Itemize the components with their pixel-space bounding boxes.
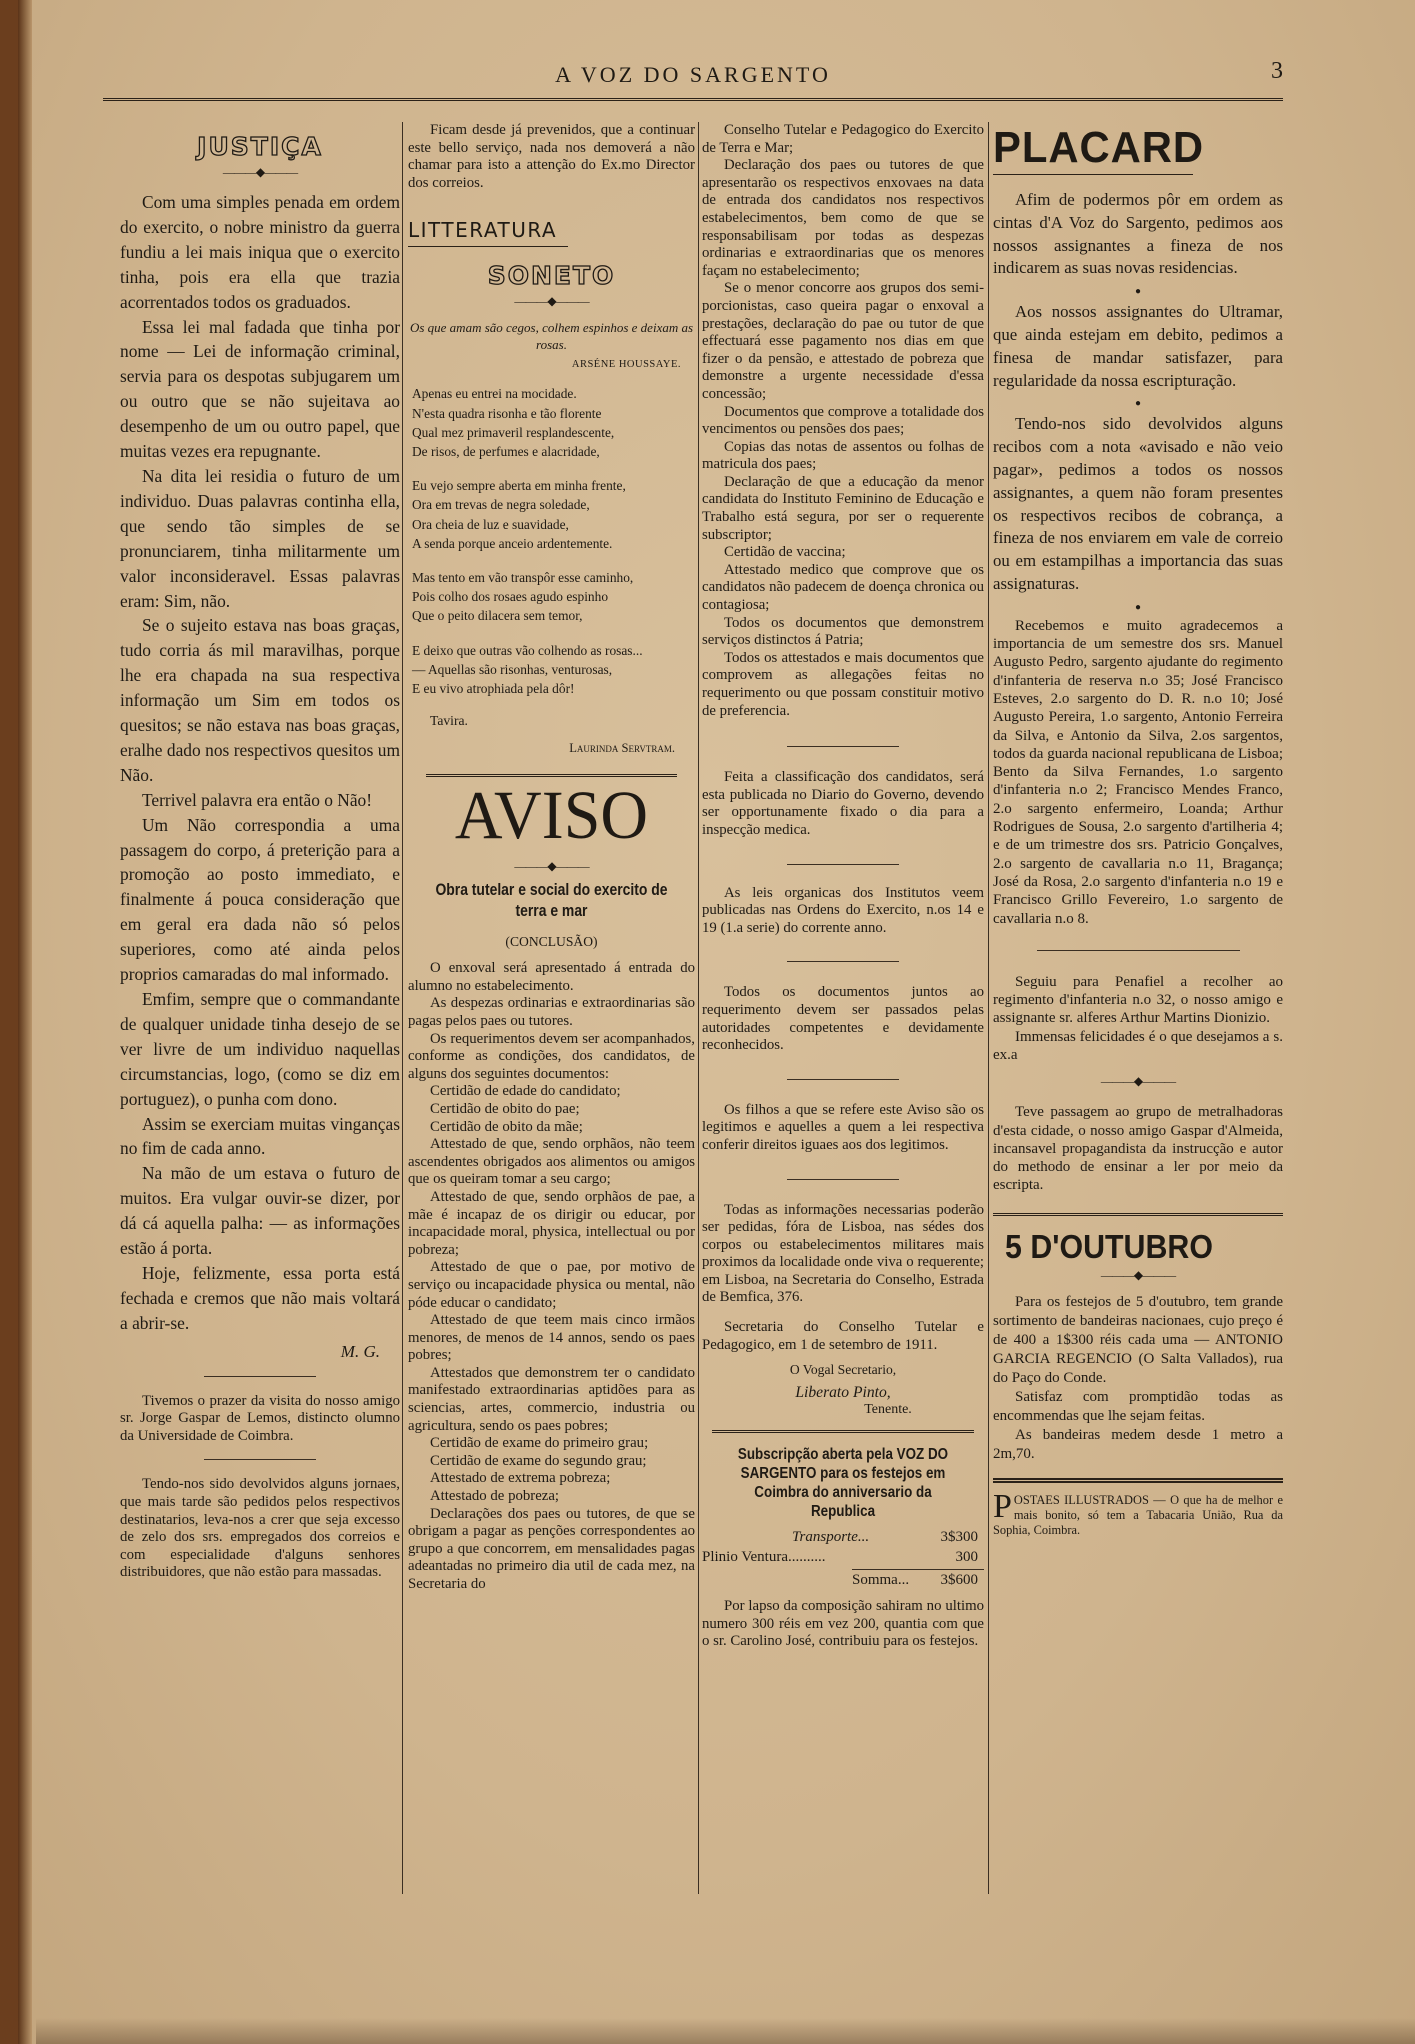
aviso-paragraph: Declaração de que a educação da menor candidata do Instituto Feminino de Educação e Trabalho está segura, por ser o requerente subscriptor; (702, 473, 984, 543)
aviso-paragraph: Attestado de que teem mais cinco irmãos menores, de menos de 14 annos, sendo os paes pobres; (408, 1312, 695, 1364)
verse: De risos, de perfumes e alacridade, (412, 443, 600, 459)
verse: — Aquellas são risonhas, venturosas, (412, 661, 613, 677)
aviso-title: AVISO (454, 777, 649, 855)
aviso-paragraph: Attestado de extrema pobreza; (430, 1470, 611, 1487)
transporte-value: 3$300 (940, 1529, 978, 1546)
aviso-paragraph: Se o menor concorre aos grupos dos semi-porcionistas, caso queira pagar o enxoval a prestações, declaração do pae ou tutor de que effectuará esse pagamento nos dias em que fizer o da pensão, e attestado de pobreza que demonstre a urgente necessidade d'essa concessão; (702, 280, 984, 402)
section-litteratura: LITTERATURA (408, 218, 568, 247)
separator (787, 1179, 900, 1180)
column-divider (988, 122, 989, 1894)
outubro-paragraph: Satisfaz com promptidão todas as encommendas que lhe sejam feitas. (993, 1388, 1283, 1424)
aviso-paragraph: Certidão de exame do primeiro grau; (430, 1435, 649, 1452)
verse: Ora em trevas de negra soledade, (412, 497, 590, 513)
aviso-paragraph: Attestado de que, sendo orphãos de pae, a mãe é incapaz de os dirigir ou educar, por incapacidade moral, physica, intellectual ou por pobreza; (408, 1188, 695, 1258)
leis-note: As leis organicas dos Institutos veem publicadas nas Ordens do Exercito, n.os 14 e 19 (1.a serie) do corrente anno. (702, 884, 984, 936)
column-4 (993, 122, 1283, 2004)
stanza (408, 641, 695, 699)
verse: Apenas eu entrei na mocidade. (412, 386, 577, 402)
article-paragraph: Essa lei mal fadada que tinha por nome — Lei de informação criminal, servia para os despotas subjugarem um ou outro que se não sujeitava ao desempenho de um ou outro papel, que muitas vezes era repugnante. (120, 316, 400, 462)
epigraph: Os que amam são cegos, colhem espinhos e deixam as rosas. (409, 320, 694, 353)
aviso-subtitle: Obra tutelar e social do exercito de terra e mar (435, 881, 668, 921)
aviso-paragraph: Declarações dos paes ou tutores, de que se obrigam a pagar as penções correspondentes ao grupo a que concorrem, em mensalidades pagas adeantadas no primeiro dia util de cada mez, na Secretaria do (408, 1505, 695, 1592)
stanza (408, 384, 695, 461)
article-paragraph: Emfim, sempre que o commandante de qualquer unidade tinha desejo de se ver livre de um individuo naquellas circumstancias, logo, (como se diz em portuguez), o punha com dono. (120, 989, 400, 1109)
aviso-conclusion: (CONCLUSÃO) (505, 934, 598, 950)
verse: A senda porque anceio ardentemente. (412, 535, 613, 551)
placard-paragraph: Teve passagem ao grupo de metralhadoras d'esta cidade, o nosso amigo Gaspar d'Almeida, incansavel propagandista da instrucção e autor do methodo de ensinar a ler por meio da escripta. (993, 1104, 1283, 1194)
aviso-paragraph: Os requerimentos devem ser acompanhados, conforme as condições, dos candidatos, de alguns dos seguintes documentos: (408, 1030, 695, 1082)
page-number: 3 (1271, 58, 1283, 84)
visit-note: Tivemos o prazer da visita do nosso amigo sr. Jorge Gaspar de Lemos, distincto olumno da Universidade de Coimbra. (120, 1392, 400, 1444)
subscription-row (702, 1547, 984, 1567)
separator (787, 864, 900, 865)
stanza (408, 476, 695, 553)
article-paragraph: Terrivel palavra era então o Não! (142, 789, 373, 810)
subscription-table (702, 1527, 984, 1590)
star-separator: ● (1134, 601, 1142, 613)
separator (787, 1079, 900, 1080)
aviso-paragraph: Attestado de que o pae, por motivo de serviço ou incapacidade physica ou mental, não póde educar o candidato; (408, 1259, 695, 1311)
verse: Que o peito dilacera sem temor, (412, 608, 583, 624)
separator (993, 1478, 1283, 1483)
classificacao-note: Feita a classificação dos candidatos, será esta publicada no Diario do Governo, devendo ser opportunamente fixado o dia para a inspecção medica. (702, 769, 984, 838)
placard-paragraph: Immensas felicidades é o que desejamos a s. ex.a (993, 1028, 1283, 1063)
placard-paragraph: Aos nossos assignantes do Ultramar, que ainda estejam em debito, pedimos a finesa de mandar satisfazer, para regularidade da nossa escripturação. (993, 302, 1283, 390)
stanza (408, 568, 695, 626)
article-paragraph: Na mão de um estava o futuro de muitos. Era vulgar ouvir-se dizer, por dá cá aquella palha: — as informações estão á porta. (120, 1163, 400, 1259)
aviso-paragraph: Declaração dos paes ou tutores de que apresentarão os respectivos enxovaes na data de entrada dos candidatos nos respectivos estabelecimentos, bem como de que se responsabilisam por todas as despezas ordinarias e extraordinarias que os menores façam no estabelecimento; (702, 157, 984, 279)
aviso-paragraph: Attestado de que, sendo orphãos, não teem ascendentes obrigados aos alimentos ou amigos que os queiram tomar a seu cargo; (408, 1136, 695, 1188)
aviso-paragraph: Conselho Tutelar e Pedagogico do Exercito de Terra e Mar; (702, 122, 984, 156)
vogal-rank: Tenente. (864, 1402, 912, 1418)
article-paragraph: Se o sujeito estava nas boas graças, tudo corria ás mil maravilhas, porque lhe era chapada na sua respectiva informação um Sim em todos os quesitos; se não estava nas boas graças, eralhe dado nos respectivos quesitos um Não. (120, 615, 400, 785)
somma-value: 3$600 (940, 1572, 978, 1589)
verse: E eu vivo atrophiada pela dôr! (412, 681, 575, 697)
lapso-note: Por lapso da composição sahiram no ultimo numero 300 réis em vez 200, quantia com que o sr. Carolino José, contribuiu para os festejos. (702, 1598, 984, 1650)
page-header (103, 58, 1283, 101)
title-underline (993, 174, 1193, 175)
article-paragraph: Com uma simples penada em ordem do exercito, o nobre ministro da guerra fundiu a lei mais iniqua que o exercito tinha, pois era ella que trazia acorrentados todos os graduados. (120, 192, 400, 312)
justica-title: JUSTIÇA (197, 132, 323, 161)
poem-title: SONETO (487, 261, 616, 291)
ornament (120, 165, 400, 180)
aviso-paragraph: O enxoval será apresentado á entrada do alumno no estabelecimento. (408, 960, 695, 994)
aviso-paragraph: As despezas ordinarias e extraordinarias são pagas pelos paes ou tutores. (408, 995, 695, 1029)
vogal-label: O Vogal Secretario, (789, 1362, 897, 1378)
column-2 (408, 122, 695, 2004)
masthead: A VOZ DO SARGENTO (555, 62, 831, 87)
verse: Qual mez primaveril resplandescente, (412, 424, 615, 440)
drop-cap: P (993, 1487, 1012, 1525)
verse: Eu vejo sempre aberta em minha frente, (412, 478, 626, 494)
subscription-total-row (852, 1569, 984, 1590)
poem-author: Laurinda Servtram. (569, 741, 675, 756)
article-paragraph: Na dita lei residia o futuro de um individuo. Duas palavras continha ella, que sendo tão simples de se pronunciarem, tinha militarmente um valor inconsideravel. Essas palavras eram: Sim, não. (120, 465, 400, 611)
aviso-paragraph: Documentos que comprove a totalidade dos vencimentos ou pensões dos paes; (702, 403, 984, 438)
placard-paragraph: Tendo-nos sido devolvidos alguns recibos com a nota «avisado e não veio pagar», pedimos a todos os nossos assignantes, a quem não foram presentes os respectivos recibos de cobrança, a fineza de nos enviarem em vale de correio ou em estampilhas a importancia das suas assignaturas. (993, 414, 1283, 593)
transporte-label: Transporte... (792, 1529, 870, 1546)
aviso-paragraph: Certidão de obito da mãe; (430, 1118, 583, 1135)
article-signature: M. G. (340, 1341, 380, 1361)
binding-edge (18, 0, 32, 2044)
article-paragraph: Hoje, felizmente, essa porta está fechada e cremos que não mais voltará a abrir-se. (120, 1262, 400, 1333)
separator (204, 1376, 316, 1377)
separator (204, 1459, 316, 1460)
verse: Mas tento em vão transpôr esse caminho, (412, 570, 634, 585)
plinio-value: 300 (955, 1549, 978, 1566)
documentos-note: Todos os documentos juntos ao requerimento devem ser passados pelas autoridades competentes e devidamente reconhecidos. (702, 984, 984, 1054)
star-separator: ● (1134, 286, 1142, 298)
aviso-paragraph: Certidão de vaccina; (724, 544, 846, 561)
epigraph-author: ARSÉNE HOUSSAYE. (571, 359, 681, 371)
postaes-text: OSTAES ILLUSTRADOS — O que ha de melhor e mais bonito, só tem a Tabacaria União, Rua da Sophia, Coimbra. (993, 1492, 1283, 1537)
aviso-continued (702, 122, 984, 720)
separator (993, 1213, 1283, 1216)
aviso-paragraph: Copias das notas de assentos ou folhas de matricula dos paes; (702, 438, 984, 473)
vogal-name: Liberato Pinto, (795, 1384, 891, 1402)
postaes-advert (993, 1487, 1283, 1538)
filhos-note: Os filhos a que se refere este Aviso são os legitimos e aquelles a quem a lei respectiva conferir direitos iguaes aos dos legitimos. (702, 1101, 984, 1153)
column-divider (698, 122, 699, 1894)
aviso-paragraph: Certidão de edade do candidato; (430, 1083, 621, 1100)
placard-title: PLACARD (993, 123, 1205, 172)
newspaper-page (18, 0, 1415, 2044)
ornament (408, 859, 695, 874)
separator (1037, 950, 1240, 951)
outubro-paragraph: Para os festejos de 5 d'outubro, tem grande sortimento de bandeiras nacionaes, cujo preço é de 400 a 1$300 réis cada uma — ANTONIO GARCIA REGENCIO (O Salta Vallados), rua do Paço do Conde. (993, 1293, 1283, 1386)
sonnet (408, 384, 695, 698)
column-1 (120, 122, 400, 2004)
column-3 (702, 122, 984, 2004)
separator (712, 1430, 974, 1433)
placard-paragraph: Afim de podermos pôr em ordem as cintas d'A Voz do Sargento, pedimos aos nossos assignantes a fineza de nos indicarem as suas novas residencias. (993, 190, 1283, 278)
plinio-label: Plinio Ventura.......... (702, 1549, 826, 1566)
aviso-paragraph: Todos os documentos que demonstrem serviços distinctos á Patria; (702, 614, 984, 649)
verse: Ora cheia de luz e suavidade, (412, 516, 569, 532)
poem-place: Tavira. (430, 713, 468, 729)
ornament (993, 1268, 1283, 1283)
outubro-paragraph: As bandeiras medem desde 1 metro a 2m,70. (993, 1426, 1283, 1462)
aviso-paragraph: Attestados que demonstrem ter o candidato manifestado extraordinarias aptidões para as sciencias, artes, commercio, industria ou agricultura, sendo os paes pobres; (408, 1364, 695, 1434)
star-separator: ● (1134, 398, 1142, 410)
somma-label: Somma... (852, 1572, 910, 1589)
article-paragraph: Um Não correspondia a uma passagem do corpo, á preterição para a promoção ao posto immediato, e finalmente á pouca consideração que em geral era dada não só pelos superiores, como até ainda pelos proprios camaradas do mal informado. (120, 814, 400, 985)
placard-paragraph: Recebemos e muito agradecemos a importancia de um semestre dos srs. Manuel Augusto Pedro, sargento ajudante do regimento d'infanteria de reserva n.o 35; José Francisco Esteves, 2.o sargento do D. R. n.o 10; José Augusto Pereira, 1.o sargento, Antonio Ferreira da Silva, e Antonio da Silva, 2.os sargentos, todos da guarda nacional republicana de Lisboa; Bento da Silva Fernandes, 1.o sargento d'infanteria n.o 2; Francisco Mendes Franco, 2.o sargento enfermeiro, Loanda; Arthur Rodrigues de Sousa, 2.o sargento d'artilheria 4; e de um trimestre dos srs. Patricio Gonçalves, 2.o sargento de cavallaria n.o 11, Bragança; José da Rosa, 2.o sargento d'infanteria n.o 19 e Francisco Grillo Fevereiro, 1.o sargento de cavallaria n.o 8. (993, 617, 1283, 927)
ornament (993, 1074, 1283, 1089)
justica-article (120, 190, 400, 1336)
column-divider (402, 122, 403, 1894)
article-paragraph: Assim se exerciam muitas vinganças no fim de cada anno. (120, 1113, 400, 1159)
correios-note: Ficam desde já prevenidos, que a continuar este bello serviço, nada nos demoverá a não chamar para isto a attenção do Ex.mo Director dos correios. (408, 122, 695, 191)
placard-paragraph: Seguiu para Penafiel a recolher ao regimento d'infanteria n.o 32, o nosso amigo e assignante sr. alferes Arthur Martins Dionizio. (993, 973, 1283, 1027)
jornaes-note: Tendo-nos sido devolvidos alguns jornaes, que mais tarde são pedidos pelos respectivos destinatarios, leva-nos a crer que seja excesso de zelo dos srs. empregados dos correios e com especialidade d'alguns senhores distribuidores, que não estão para massadas. (120, 1476, 400, 1581)
separator (787, 746, 900, 747)
aviso-paragraph: Certidão de exame do segundo grau; (430, 1452, 647, 1469)
subscription-row (702, 1527, 984, 1547)
aviso-paragraph: Todos os attestados e mais documentos que comprovem as allegações feitas no requerimento ou que possam constituir motivo de preferencia. (702, 649, 984, 719)
aviso-text (408, 960, 695, 1593)
aviso-paragraph: Attestado medico que comprove que os candidatos não padecem de doença chronica ou contagiosa; (702, 561, 984, 614)
separator (787, 961, 900, 962)
subscription-title: Subscripção aberta pela VOZ DO SARGENTO para os festejos em Coimbra do anniversario da Republica (737, 1446, 949, 1521)
aviso-paragraph: Certidão de obito do pae; (430, 1100, 580, 1117)
page-shadow (36, 2018, 1415, 2044)
verse: N'esta quadra risonha e tão florente (412, 405, 602, 421)
ornament (408, 294, 695, 309)
informacoes-note: Todas as informações necessarias poderão ser pedidas, fóra de Lisboa, nas sédes dos corpos ou estabelecimentos militares mais proximos da localidade onde viva o requerente; em Lisboa, na Secretaria do Conselho, Estrada de Bemfica, 376. (702, 1201, 984, 1306)
secretaria-note: Secretaria do Conselho Tutelar e Pedagogico, em 1 de setembro de 1911. (702, 1319, 984, 1353)
outubro-title: 5 D'OUTUBRO (1005, 1227, 1213, 1265)
verse: E deixo que outras vão colhendo as rosas... (412, 642, 643, 658)
verse: Pois colho dos rosaes agudo espinho (412, 589, 609, 605)
aviso-paragraph: Attestado de pobreza; (430, 1488, 560, 1505)
